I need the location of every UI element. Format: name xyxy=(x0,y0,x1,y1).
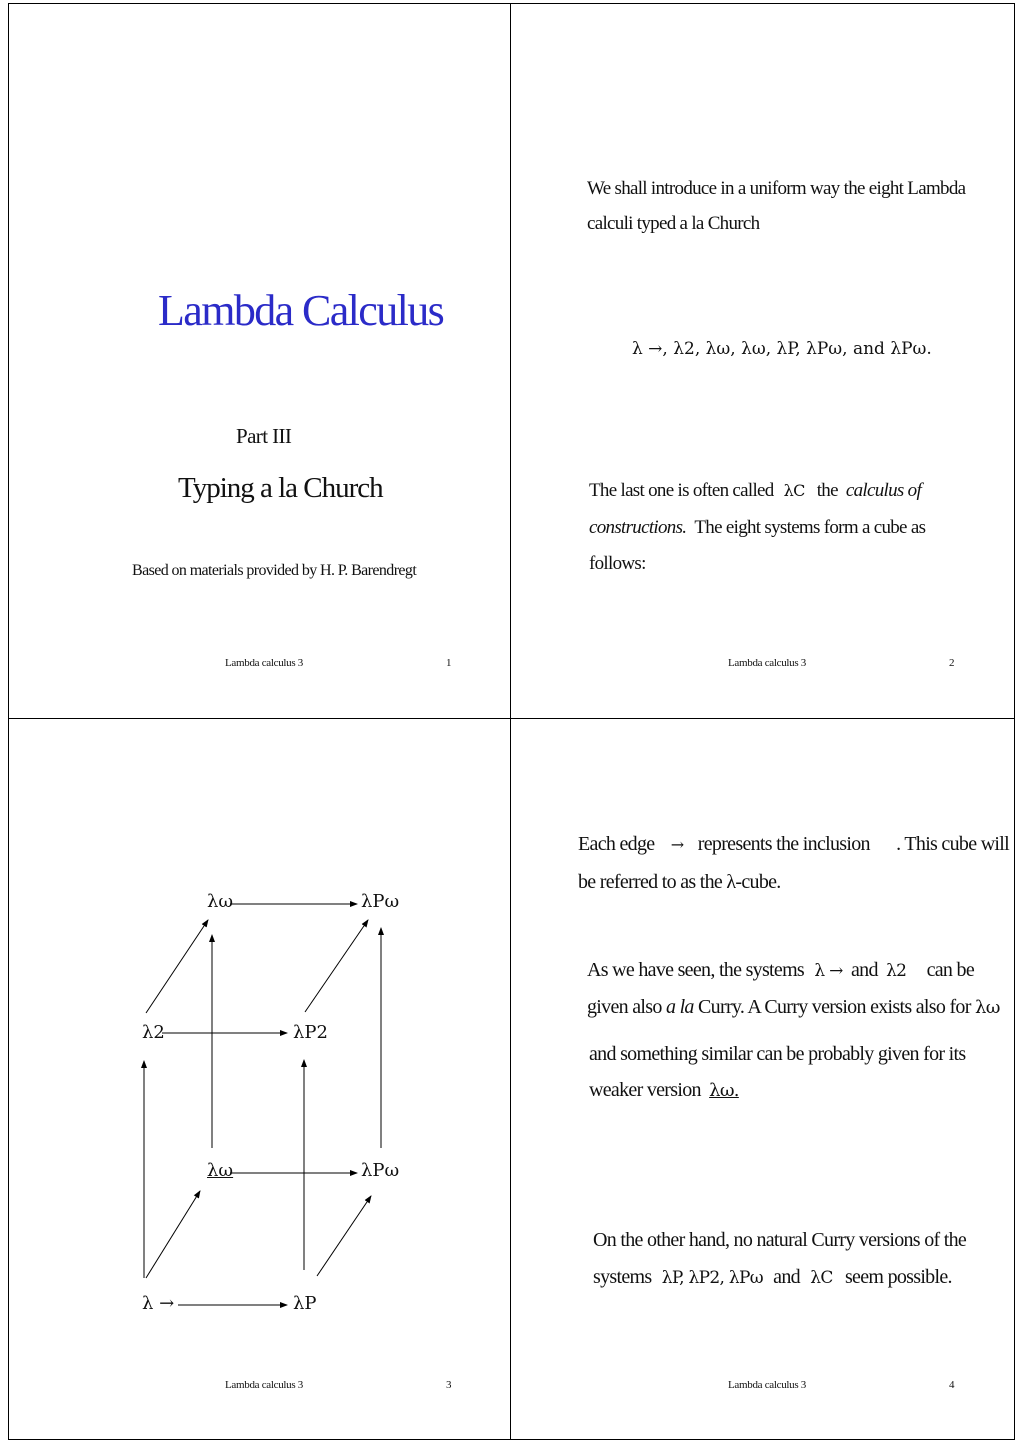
intro-line-2: calculi typed a la Church xyxy=(587,213,760,234)
systems-text: As we have seen, the systems xyxy=(587,959,805,981)
seem-possible-text: seem possible. xyxy=(844,1266,952,1288)
edge-larrow-to-lw-mid xyxy=(146,1191,200,1278)
page-number: 4 xyxy=(949,1379,955,1391)
calculus-of-italic: calculus of xyxy=(845,480,922,501)
edge-line xyxy=(578,833,1009,856)
slide-footer: Lambda calculus 3 xyxy=(728,1379,806,1391)
weaker-version-line xyxy=(589,1079,739,1102)
node-lambda-2: λ2 xyxy=(142,1022,165,1043)
weaker-version-text: weaker version xyxy=(589,1079,701,1101)
given-also-line xyxy=(587,996,1000,1019)
node-lambda-p-omega-top: λPω xyxy=(361,891,400,912)
slide-footer: Lambda calculus 3 xyxy=(728,657,806,669)
other-hand-line: On the other hand, no natural Curry versions of the xyxy=(593,1229,967,1251)
slide-footer: Lambda calculus 3 xyxy=(225,657,303,669)
intro-line-1: We shall introduce in a uniform way the eight Lambda xyxy=(587,178,966,199)
lambda-arrow-symbol: λ → xyxy=(814,961,843,981)
lambda-c-symbol: λC xyxy=(783,481,805,500)
inclusion-text: represents the inclusion xyxy=(697,833,870,855)
slide-footer: Lambda calculus 3 xyxy=(225,1379,303,1391)
follows-word: follows: xyxy=(589,553,646,574)
lambda-omega-weak-symbol: λω. xyxy=(709,1080,739,1101)
edge-lp2-to-lpw-top xyxy=(305,920,368,1012)
systems-symbols: λP, λP2, λPω xyxy=(661,1268,763,1288)
edge-l2-to-lw-top xyxy=(146,920,208,1013)
systems-list: λ →, λ2, λω, λω, λP, λPω, and λPω. xyxy=(632,339,932,359)
constructions-italic: constructions. xyxy=(589,517,687,538)
credit-line: Based on materials provided by H. P. Barendregt xyxy=(132,562,417,579)
curry-version-text: Curry. A Curry version exists also for xyxy=(698,996,971,1018)
given-also-text: given also xyxy=(587,996,662,1018)
cube-will-text: . This cube will xyxy=(896,833,1010,855)
systems-line xyxy=(593,1266,952,1289)
node-lambda-p-2: λP2 xyxy=(293,1022,328,1043)
as-we-have-seen-line xyxy=(587,959,974,982)
edge-lp-to-lpw-mid xyxy=(317,1196,371,1276)
cube-text: The eight systems form a cube as xyxy=(694,517,926,538)
a-la-italic: a la xyxy=(665,996,694,1018)
node-lambda-arrow: λ → xyxy=(142,1293,175,1314)
part-label: Part III xyxy=(236,424,292,448)
page-number: 2 xyxy=(949,657,955,669)
slide-title: Lambda Calculus xyxy=(158,286,444,335)
lambda-omega-symbol: λω xyxy=(975,997,1000,1018)
the-word: the xyxy=(816,480,838,501)
node-lambda-omega-top: λω xyxy=(207,891,234,912)
can-be-text: can be xyxy=(926,959,975,981)
and-word: and xyxy=(773,1266,800,1288)
page-number: 3 xyxy=(446,1379,452,1391)
node-lambda-omega-mid: λω xyxy=(207,1160,234,1181)
something-similar-line: and something similar can be probably given for its xyxy=(589,1043,966,1065)
lambda-cube-line: be referred to as the λ-cube. xyxy=(578,871,781,893)
last-one-prefix: The last one is often called xyxy=(589,480,774,501)
node-lambda-p: λP xyxy=(293,1293,317,1314)
page-number: 1 xyxy=(446,657,452,669)
and-word: and xyxy=(850,959,878,981)
node-lambda-p-omega-mid: λPω xyxy=(361,1160,400,1181)
systems-word: systems xyxy=(593,1266,652,1288)
slide-subtitle: Typing a la Church xyxy=(178,472,383,504)
lambda-c-symbol: λC xyxy=(810,1268,833,1288)
each-edge-text: Each edge xyxy=(578,833,655,855)
arrow-symbol: → xyxy=(670,835,684,854)
lambda-2-symbol: λ2 xyxy=(886,961,907,981)
